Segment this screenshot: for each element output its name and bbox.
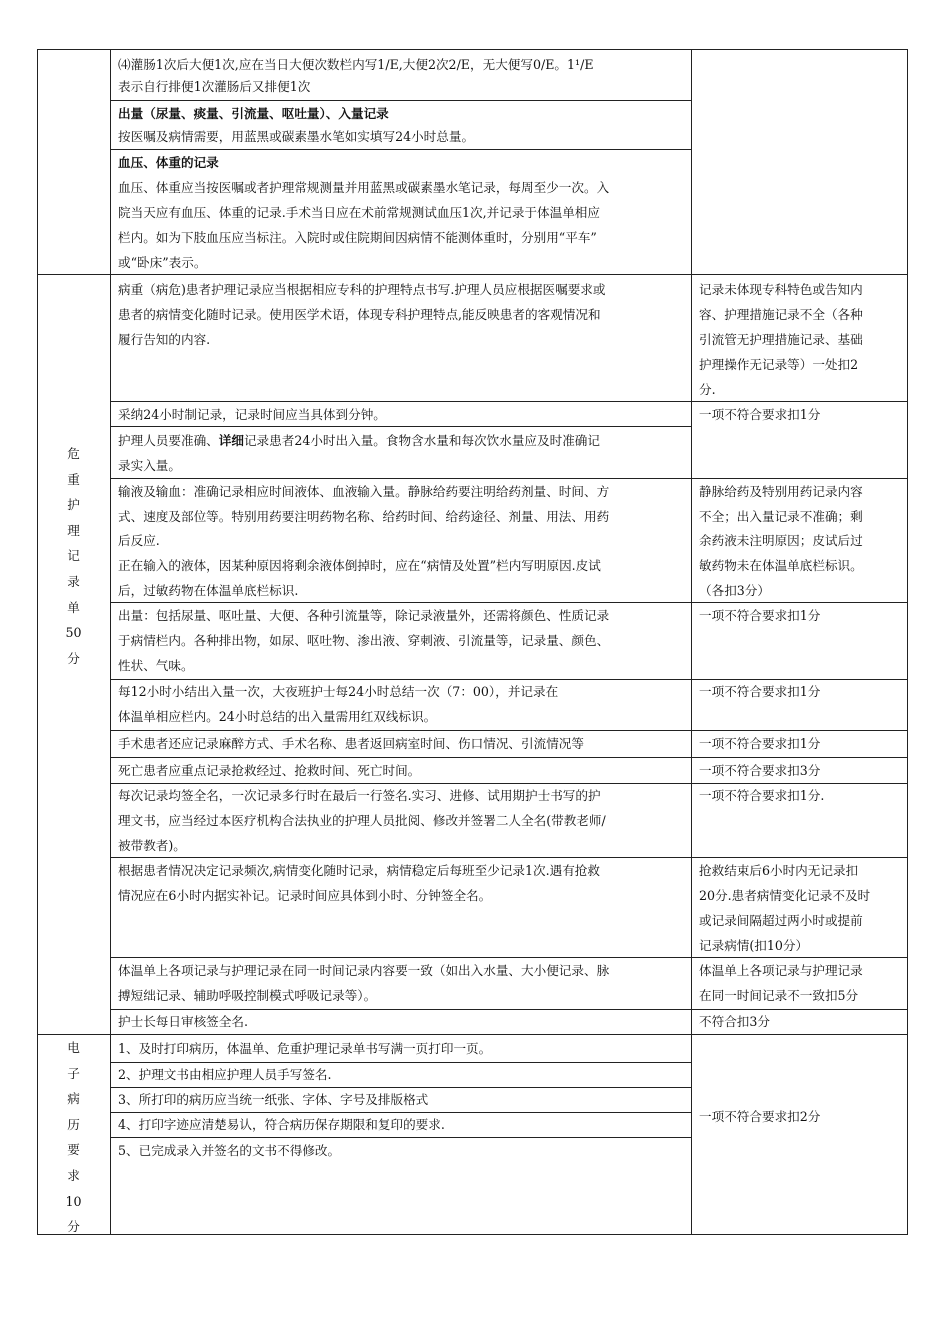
table-border-bottom <box>37 1234 908 1235</box>
requirement-text: 正在输入的液体，因某种原因将剩余液体倒掉时，应在“病情及处置”栏内写明原因.皮试 <box>118 558 601 573</box>
label-char: 要 <box>67 1142 80 1158</box>
deduction-text: 引流管无护理措施记录、基础 <box>699 332 863 347</box>
table-border-right <box>907 49 908 1235</box>
requirement-text-part: 护理人员要准确、 <box>118 433 219 448</box>
requirement-text-part: 记录患者24小时出入量。食物含水量和每次饮水量应及时准确记 <box>243 433 600 448</box>
deduction-text: 一项不符合要求扣1分 <box>699 736 821 751</box>
emr-requirement-2: 2、护理文书由相应护理人员手写签名. <box>118 1067 332 1082</box>
deduction-text: 静脉给药及特别用药记录内容 <box>699 484 863 499</box>
output-intake-heading: 出量（尿量、痰量、引流量、呕吐量）、入量记录 <box>118 106 389 121</box>
requirement-text: 式、速度及部位等。特别用药要注明药物名称、给药时间、给药途径、剂量、用法、用药 <box>118 509 610 524</box>
scoring-table <box>37 49 908 1235</box>
deduction-text: 一项不符合要求扣3分 <box>699 763 821 778</box>
requirement-text: 每12小时小结出入量一次，大夜班护士每24小时总结一次（7：00），并记录在 <box>118 684 559 699</box>
emr-section-label <box>37 1035 110 1240</box>
label-char: 护 <box>67 497 80 513</box>
deduction-text: 一项不符合要求扣1分 <box>699 407 821 422</box>
column-divider-1 <box>110 49 111 1235</box>
deduction-text: 敏药物未在体温单底栏标识。 <box>699 558 863 573</box>
deduction-text: 一项不符合要求扣1分 <box>699 684 821 699</box>
label-char: 子 <box>67 1065 80 1081</box>
requirement-text: 情况应在6小时内据实补记。记录时间应具体到小时、分钟签全名。 <box>118 888 492 903</box>
requirement-text: 死亡患者应重点记录抢救经过、抢救时间、死亡时间。 <box>118 763 421 778</box>
deduction-text: 容、护理措施记录不全（各种 <box>699 307 863 322</box>
emr-requirement-3: 3、所打印的病历应当统一纸张、字体、字号及排版格式 <box>118 1092 429 1107</box>
deduction-text: 或记录间隔超过两小时或提前 <box>699 913 863 928</box>
emr-requirement-4: 4、打印字迹应清楚易认，符合病历保存期限和复印的要求. <box>118 1117 445 1132</box>
label-char: 分 <box>67 650 80 666</box>
deduction-text: 余药液未注明原因；皮试后过 <box>699 533 863 548</box>
label-char: 记 <box>67 548 80 564</box>
requirement-text: 后反应. <box>118 533 160 548</box>
emr-deduction: 一项不符合要求扣2分 <box>699 1109 821 1124</box>
requirement-text: 搏短绌记录、辅助呼吸控制模式呼吸记录等）。 <box>118 988 377 1003</box>
table-border-top <box>37 49 908 50</box>
critical-section-label <box>37 441 110 671</box>
enema-rule-line-2: 表示自行排便1次灌肠后又排便1次 <box>118 79 311 94</box>
label-char: 50 <box>65 625 82 641</box>
label-char: 危 <box>67 446 80 461</box>
requirement-text <box>118 428 600 454</box>
label-char: 单 <box>67 599 80 615</box>
label-char: 求 <box>67 1167 80 1183</box>
label-char: 重 <box>67 471 80 487</box>
requirement-text: 采纳24小时制记录，记录时间应当具体到分钟。 <box>118 407 386 422</box>
emr-requirement-5: 5、已完成录入并签名的文书不得修改。 <box>118 1143 341 1158</box>
requirement-text: 输液及输血：准确记录相应时间液体、血液输入量。静脉给药要注明给药剂量、时间、方 <box>118 484 610 499</box>
deduction-text: （各扣3分） <box>699 583 770 598</box>
deduction-text: 不全；出入量记录不准确；剩 <box>699 509 863 524</box>
deduction-text: 抢救结束后6小时内无记录扣 <box>699 863 859 878</box>
deduction-text: 20分.患者病情变化记录不及时 <box>699 888 871 903</box>
requirement-text: 病重（病危)患者护理记录应当根据相应专科的护理特点书写.护理人员应根据医嘱要求或 <box>118 282 606 297</box>
emphasis-text: 详细 <box>218 433 244 448</box>
requirement-text: 后，过敏药物在体温单底栏标识. <box>118 583 299 598</box>
deduction-text: 体温单上各项记录与护理记录 <box>699 963 863 978</box>
requirement-text: 患者的病情变化随时记录。使用医学术语，体现专科护理特点,能反映患者的客观情况和 <box>118 307 601 322</box>
label-char: 病 <box>67 1091 80 1107</box>
bp-weight-line-3: 栏内。如为下肢血压应当标注。入院时或住院期间因病情不能测体重时，分别用“平车” <box>118 230 597 245</box>
requirement-text: 于病情栏内。各种排出物，如尿、呕吐物、渗出液、穿刺液、引流量等，记录量、颜色、 <box>118 633 610 648</box>
deduction-text: 记录未体现专科特色或告知内 <box>699 282 863 297</box>
label-char: 10 <box>65 1193 82 1209</box>
label-char: 理 <box>67 522 80 538</box>
requirement-text: 体温单上各项记录与护理记录在同一时间记录内容要一致（如出入水量、大小便记录、脉 <box>118 963 610 978</box>
label-char: 电 <box>67 1040 80 1055</box>
requirement-text: 体温单相应栏内。24小时总结的出入量需用红双线标识。 <box>118 709 437 724</box>
requirement-text: 性状、气味。 <box>118 658 194 673</box>
deduction-text: 护理操作无记录等）一处扣2 <box>699 357 859 372</box>
emr-requirement-1: 1、及时打印病历，体温单、危重护理记录单书写满一页打印一页。 <box>118 1041 492 1056</box>
requirement-text: 理文书，应当经过本医疗机构合法执业的护理人员批阅、修改并签署二人全名(带教老师/ <box>118 813 606 828</box>
column-divider-2 <box>691 49 692 1235</box>
deduction-text: 一项不符合要求扣1分 <box>699 608 821 623</box>
requirement-text: 被带教者)。 <box>118 838 186 853</box>
requirement-text: 根据患者情况决定记录频次,病情变化随时记录，病情稳定后每班至少记录1次.遇有抢救 <box>118 863 600 878</box>
deduction-text: 不符合扣3分 <box>699 1014 770 1029</box>
label-char: 历 <box>67 1116 80 1132</box>
deduction-text: 在同一时间记录不一致扣5分 <box>699 988 859 1003</box>
enema-rule-line-1: ⑷灌肠1次后大便1次,应在当日大便次数栏内写1/E,大便2次2/E，无大便写0/E。1¹/E <box>118 57 594 72</box>
deduction-text: 一项不符合要求扣1分. <box>699 788 825 803</box>
requirement-text: 手术患者还应记录麻醉方式、手术名称、患者返回病室时间、伤口情况、引流情况等 <box>118 736 584 751</box>
deduction-text: 记录病情(扣10分） <box>699 938 809 953</box>
requirement-text: 护士长每日审核签全名. <box>118 1014 248 1029</box>
bp-weight-line-4: 或“卧床”表示。 <box>118 255 207 270</box>
label-char: 分 <box>67 1219 80 1235</box>
requirement-text: 录实入量。 <box>118 458 181 473</box>
bp-weight-heading: 血压、体重的记录 <box>118 155 219 170</box>
bp-weight-line-1: 血压、体重应当按医嘱或者护理常规测量并用蓝黑或碳素墨水笔记录，每周至少一次。入 <box>118 180 610 195</box>
output-intake-text: 按医嘱及病情需要，用蓝黑或碳素墨水笔如实填写24小时总量。 <box>118 129 475 144</box>
requirement-text: 每次记录均签全名，一次记录多行时在最后一行签名.实习、进修、试用期护士书写的护 <box>118 788 601 803</box>
deduction-text: 分. <box>699 382 716 397</box>
requirement-text: 出量：包括尿量、呕吐量、大便、各种引流量等，除记录液量外，还需将颜色、性质记录 <box>118 608 610 623</box>
label-char: 录 <box>67 573 80 589</box>
requirement-text: 履行告知的内容. <box>118 332 211 347</box>
bp-weight-line-2: 院当天应有血压、体重的记录.手术当日应在术前常规测试血压1次,并记录于体温单相应 <box>118 205 600 220</box>
